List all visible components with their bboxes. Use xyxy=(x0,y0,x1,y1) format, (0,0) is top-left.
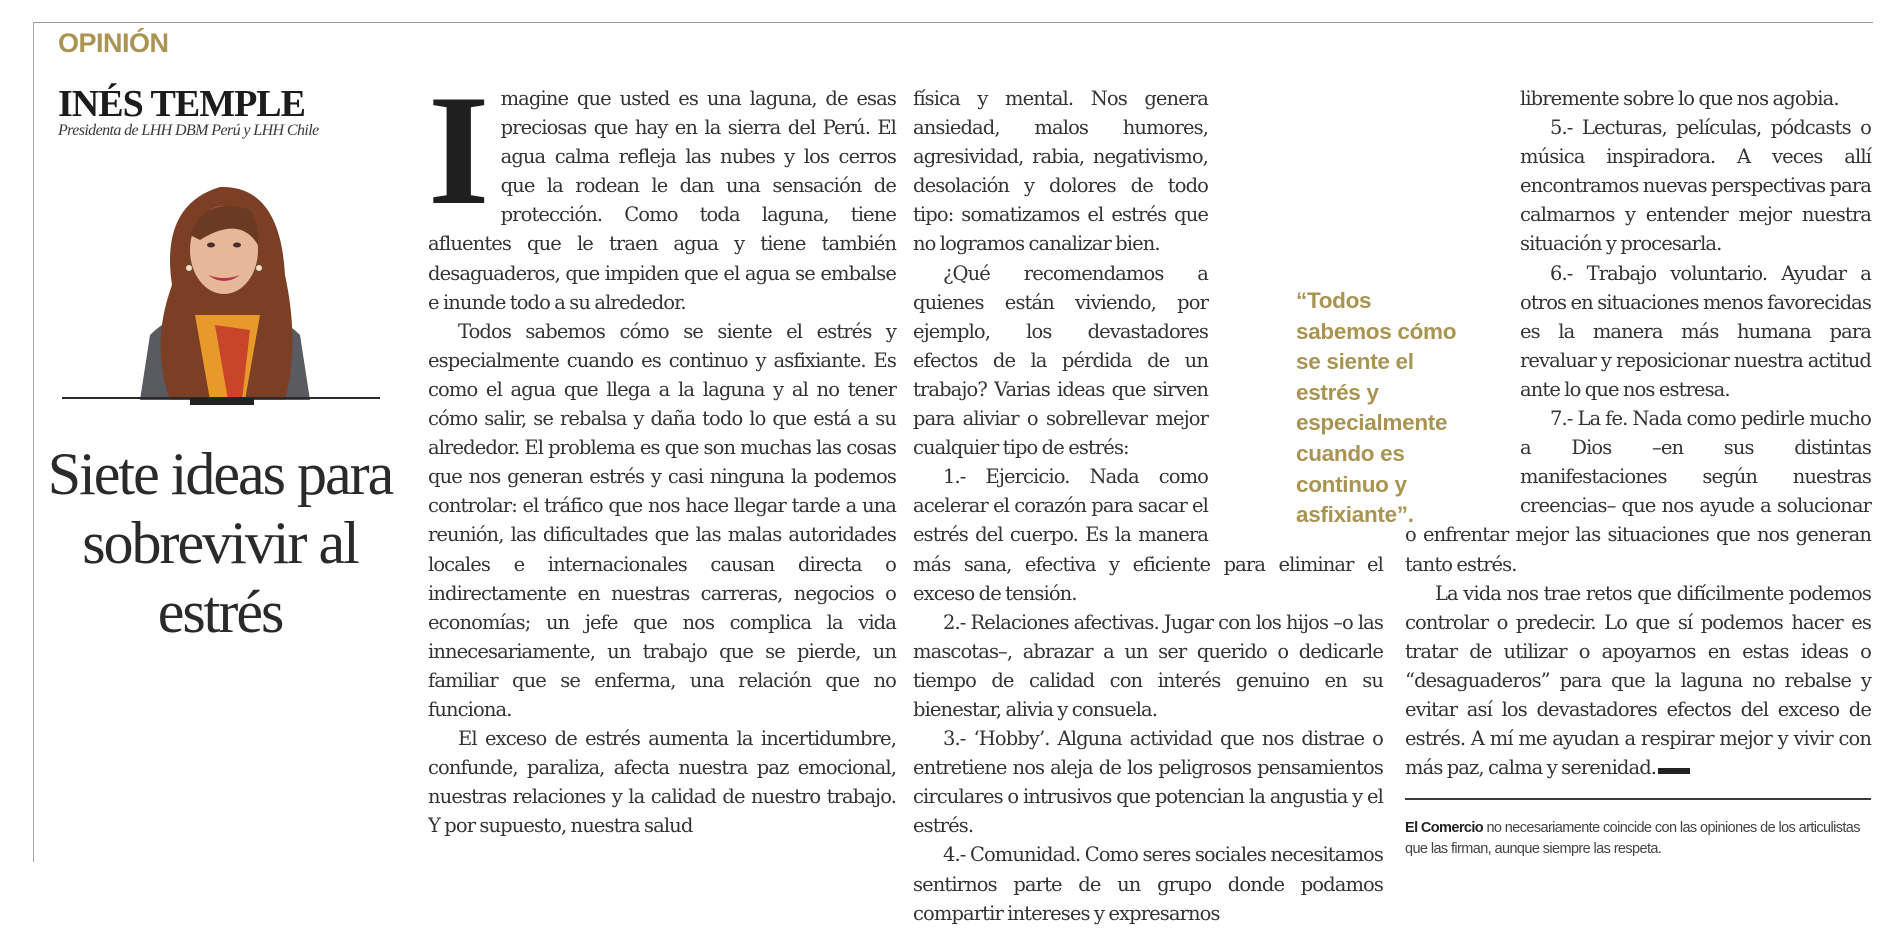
author-name: INÉS TEMPLE xyxy=(58,83,305,125)
paragraph: ¿Qué recomendamos a quienes están viviendo, por ejemplo, los devastadores efectos de la pérdida de un trabajo? Varias ideas que sirven para aliviar o sobrellevar mejor cualquier tipo de estrés: xyxy=(913,261,1208,460)
drop-cap: I xyxy=(428,63,489,238)
list-item: 6.- Trabajo voluntario. Ayudar a otros en situaciones menos favorecidas es la manera más humana para revaluar y reposicionar nuestra actitud ante lo que nos estresa. xyxy=(1520,261,1871,401)
disclaimer-rule xyxy=(1405,798,1871,800)
disclaimer-text: no necesariamente coincide con las opiniones de los articulistas que las firman, aunque siempre las respeta. xyxy=(1405,820,1860,857)
list-item: 7.- La fe. Nada como pedirle mucho a Dios –en sus distintas manifestaciones según nuestras creencias– que nos ayude a solucionar o enfrentar mejor las situaciones que nos generan tanto estrés. xyxy=(1405,407,1871,576)
disclaimer-brand: El Comercio xyxy=(1405,820,1484,836)
frame-top-rule xyxy=(33,22,1873,23)
paragraph: Todos sabemos cómo se siente el estrés y especialmente cuando es continuo y asfixiante. Es como el agua que llega a la laguna y al no tener cómo salir, se rebalsa y daña todo lo que está a su alrededor. El problema es que son muchas las cosas que nos generan estrés y casi ninguna la podemos controlar: el tráfico que nos hace llegar tarde a una reunión, las dificultades que las malas autoridades locales e internacionales causan directa o indirectamente en nuestras carreras, negocios o economías; un jefe que nos complica la vida innecesariamente, un trabajo que se pierde, un familiar que se enferma, una relación que no funciona. xyxy=(428,319,896,721)
closing-text: La vida nos trae retos que difícilmente podemos controlar o predecir. Lo que sí podemos hacer es tratar de utilizar o apoyarnos en estas ideas o “desaguaderos” para que la laguna no rebalse y evitar así los devastadores efectos del exceso de estrés. A mí me ayudan a respirar mejor y vivir con más paz, calma y serenidad. xyxy=(1405,581,1871,780)
headline: Siete ideas para sobrevivir al estrés xyxy=(47,441,393,645)
article-column-3 xyxy=(1405,84,1871,782)
disclaimer xyxy=(1405,818,1871,860)
pull-quote: “Todos sabemos cómo se siente el estrés y especialmente cuando es continuo y asfixiante”. xyxy=(1296,288,1457,528)
list-item: 5.- Lecturas, películas, pódcasts o música inspiradora. A veces allí encontramos nuevas perspectivas para calmarnos y entender mejor nuestra situación y procesarla. xyxy=(1520,116,1871,256)
end-of-article-mark xyxy=(1658,768,1690,774)
portrait-illustration xyxy=(110,165,340,400)
paragraph: magine que usted es una laguna, de esas preciosas que hay en la sierra del Perú. El agua calma refleja las nubes y los cerros que la rodean le dan una sensación de protección. Como toda laguna, tiene afluentes que le traen agua y tiene también desaguaderos, que impiden que el agua se embalse e inunde todo a su alrededor. xyxy=(428,87,896,314)
list-item: 3.- ‘Hobby’. Alguna actividad que nos distrae o entretiene nos aleja de los peligrosos pensamientos circulares o intrusivos que potencian la angustia y el estrés. xyxy=(913,727,1383,838)
photo-underline-tab xyxy=(190,398,254,405)
author-role: Presidenta de LHH DBM Perú y LHH Chile xyxy=(58,122,319,139)
list-item: 4.- Comunidad. Como seres sociales necesitamos sentirnos parte de un grupo donde podamos compartir intereses y expresarnos xyxy=(913,843,1383,925)
list-item: 1.- Ejercicio. Nada como acelerar el corazón para sacar el estrés del cuerpo. Es la manera más sana, efectiva y eficiente para eliminar el exceso de tensión. xyxy=(913,465,1383,605)
article-column-1 xyxy=(428,63,896,840)
pull-quote-spacer xyxy=(1405,230,1520,520)
section-label: OPINIÓN xyxy=(58,28,169,58)
paragraph: El exceso de estrés aumenta la incertidumbre, confunde, paraliza, afecta nuestra paz emocional, nuestras relaciones y la calidad de nuestro trabajo. Y por supuesto, nuestra salud xyxy=(428,727,896,838)
list-item: 2.- Relaciones afectivas. Jugar con los hijos –o las mascotas–, abrazar a un ser querido o dedicarle tiempo de calidad con interés genuino en su bienestar, alivia y consuela. xyxy=(913,610,1383,721)
closing-paragraph xyxy=(1405,579,1871,783)
author-photo xyxy=(110,165,340,400)
paragraph: libremente sobre lo que nos agobia. xyxy=(1520,87,1839,110)
frame-left-rule xyxy=(33,22,34,862)
paragraph: física y mental. Nos genera ansiedad, malos humores, agresividad, rabia, negativismo, desolación y dolores de todo tipo: somatizamos el estrés que no logramos canalizar bien. xyxy=(913,87,1208,256)
